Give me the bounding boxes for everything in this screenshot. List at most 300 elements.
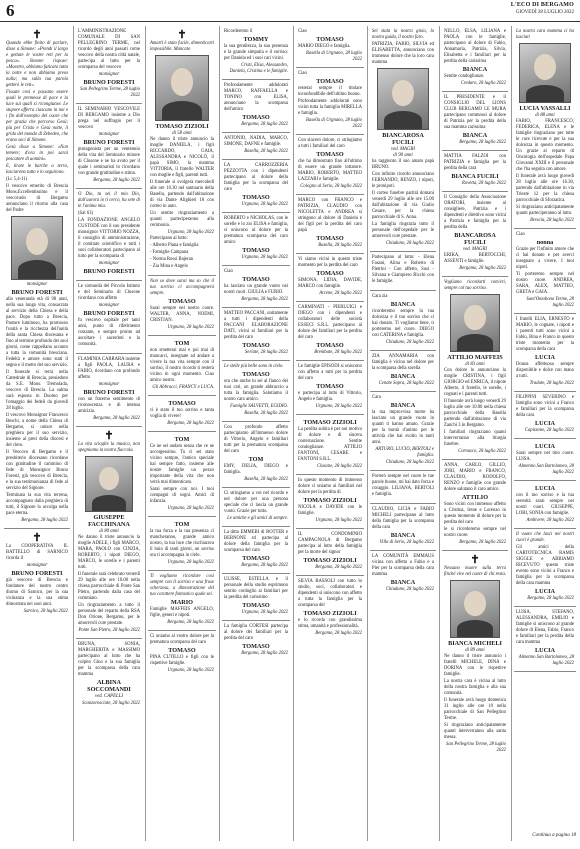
notice-quote: Sei stata la nostra gioia, la nostra guida, il nostro faro. xyxy=(372,29,434,40)
cross-icon: ✝ xyxy=(470,554,480,566)
paper-name: L'ECO DI BERGAMO xyxy=(510,2,574,8)
notice xyxy=(222,133,290,160)
notice-quote: O Dio, tu sei il mio Dio, dall'aurora io ti cerco, ha sete di te l'anima mia. xyxy=(78,192,140,209)
notice-text: MARIO DIEGO e famiglia. xyxy=(298,44,351,49)
deceased-name: BRUNO FORESTI xyxy=(11,289,63,296)
notice-text: La famiglia ringrazia tutto il personale dell'ospedale per le amorevoli cure prestate. xyxy=(372,222,434,239)
deceased-name: ATTILIO xyxy=(461,494,489,501)
notice-signature: Basella, 28 luglio 2022 xyxy=(244,149,288,154)
notice xyxy=(514,607,576,672)
notice xyxy=(148,517,216,571)
notice-text: ANNA, CARLO, GILLIO, JORI, MARIO e FRANCO, CLAUDIO, RODOLFO, RENZO e famiglie con grande dolore salutano il caro amico xyxy=(444,463,506,492)
notice xyxy=(442,460,508,551)
notice-signature: Bergamo, 28 luglio 2022 xyxy=(241,563,288,568)
notice xyxy=(296,529,364,576)
column-8 xyxy=(514,26,576,841)
portrait-photo xyxy=(450,580,500,638)
notice-text: Un ringraziamento a tutto il personale del reparto della RSA Don Orione, Bergamo, per le amorevoli cure prestate. xyxy=(78,603,140,626)
notice xyxy=(222,160,290,213)
notice xyxy=(222,488,290,527)
notice-signature: Chiuduno, 28 luglio 2022 xyxy=(385,460,434,465)
notice xyxy=(296,415,364,475)
notice-role: monsignor xyxy=(98,303,120,308)
notice-text: ROBERTO e NICHOLAS, con le sorelle e lo zio ELISA e famiglia, si uniscono al dolore per la prematura scomparsa del caro amico xyxy=(224,216,288,245)
notice xyxy=(148,631,216,678)
deceased-name: BRUNO FORESTI xyxy=(11,570,63,577)
deceased-name: LUCIA xyxy=(535,647,555,654)
deceased-subname: ved. MAGRI xyxy=(463,247,487,252)
notice-signature: Urgnano, 28 luglio 2022 xyxy=(241,610,288,615)
deceased-name: BIANCA MICHELI xyxy=(448,640,502,647)
notice-signature: Capizzone, 28 luglio 2022 xyxy=(524,428,574,433)
notice xyxy=(370,392,436,471)
notice-text: Il funerale avrà luogo giovedì 28 luglio alle ore 16.30, partendo dall'abitazione in via Trieste 12 per la chiesa parrocchiale di Sforzatica. xyxy=(516,174,574,203)
notice-text: LA COMUNITÀ EMMAUS vicina con affetto a Fabio e a Pier per la scomparsa della cara mamma xyxy=(372,554,434,577)
notice-signature: Chiuduno, 28 luglio 2022 xyxy=(385,340,434,345)
deceased-name: TOMASO xyxy=(168,298,196,305)
notice xyxy=(370,551,436,597)
notice-text: BRUNA, SONIA, MARGHERITA e MASSIMO partecipano al lutto che ha colpito Gino e la sua famiglia per la scomparsa della cara mamma xyxy=(78,642,140,677)
cross-icon: ✝ xyxy=(177,29,187,41)
list-item: - Alberto Piana e famiglia xyxy=(150,243,199,248)
deceased-name: BIANCA xyxy=(390,301,416,308)
notice-role: monsignor xyxy=(98,382,120,387)
notice-signature: Bergamo, 28 luglio 2022 xyxy=(21,518,68,523)
portrait-photo xyxy=(450,294,500,352)
notice-text: NICOLA e DAVIDE con le famiglie. xyxy=(298,505,362,516)
notice-quote: Ti vogliamo ricordare così sempre con il sorriso e una frase scherzosa, a dimostrazione del tuo carattere fantastico quale sei. xyxy=(150,574,214,597)
notice-text: non smetterai mai e poi mai di mancarci, insegnate ad andare a vivere la tua vita sempre con il sorriso, il nostro ricordo ti resterà vicino in ogni momento. Ciao amico nostro. xyxy=(150,348,214,383)
notice-signature: Almenno San Bartolomeo, 28 luglio 2022 xyxy=(518,655,574,666)
page-number: 6 xyxy=(6,1,15,20)
deceased-name: LUCIA VASSALLI xyxy=(519,105,571,112)
notice-quote: Il vuoto che lasci nei nostri cuori è grande. xyxy=(516,532,574,543)
notice xyxy=(148,432,216,517)
notice-text: La ditta EMMEBI di BOTTER e BERNONE srl partecipa al dolore della famiglia per la scomparsa del caro xyxy=(224,530,288,553)
deceased-name: LUCIA xyxy=(535,485,555,492)
notice-text: L'AMMINISTRAZIONE COMUNALE DI SAN PELLEGRINO TERME, nel ricordo degli anni passati come vescovo della nostra città natale, partecipa al lutto per la scomparsa del vescovo xyxy=(78,29,140,70)
notice xyxy=(222,266,290,308)
notice xyxy=(514,392,576,439)
notice-signature: Tradate, 28 luglio 2022 xyxy=(529,381,574,386)
deceased-name: TOMASO xyxy=(168,400,196,407)
notice-signature: Basella di Urgnano, 28 luglio 2022 xyxy=(306,118,362,129)
notice-signature: Gli Abbracci, FRANCY e LUCA. xyxy=(152,385,214,390)
notice-signature: Urgnano, 28 luglio 2022 xyxy=(167,560,214,565)
notice-text: Profondamente addolorati MARCO, RAFFAELLA e TONINO con ELISA, annunciano la scomparsa dell'amico xyxy=(224,83,288,112)
notice xyxy=(76,104,142,189)
deceased-name: TOMASO xyxy=(316,151,344,158)
notice xyxy=(222,527,290,574)
notice-text: Il Vescovo di Bergamo e il presbiterio diocesano ricordano con gratitudine il cammino di fede di Monsignor Bruno Foresti, già vescovo di Brescia, e la sua testimonianza di fede al servizio del Signore. xyxy=(6,450,68,491)
notice-text: Si ringraziano anticipatamente quanti interverranno alla santa messa. xyxy=(444,723,506,740)
notice-text: la tua improvvisa morte ha lasciato un grande vuoto in quanti ti hanno amato. Grazie per la bontà d'animo per le attività che hai svolto in tanti anni. xyxy=(372,410,434,445)
notice xyxy=(76,639,142,711)
notice-text: FLAMINIA CARRARA insieme a figli PAOLA, LAURA e FABIO, ricordano con profondo affetto xyxy=(78,357,140,380)
notice-role: monsignor xyxy=(26,563,48,568)
paper-date: GIOVEDÌ 28 LUGLIO 2022 xyxy=(515,10,574,15)
deceased-name: TOM xyxy=(174,436,190,443)
notice-text: La famiglia CORTESI partecipa al dolore dei familiari per la perdita del caro xyxy=(224,624,288,641)
deceased-name: BRUNO FORESTI xyxy=(83,389,135,396)
notice-role: monsignor xyxy=(98,132,120,137)
column-2 xyxy=(76,26,142,841)
notice xyxy=(222,361,290,422)
notice-signature: Credaro, 28 luglio 2022 xyxy=(460,81,506,86)
notice-quote: Quando ebbe finito di parlare, disse a Simone: «Prendi il largo e gettate le vostre reti per la pesca». Simone rispose: «Maestro, abbiamo faticato tutta la notte e non abbiamo preso nulla; ma sulla tua parola getterò le reti». xyxy=(6,41,68,88)
notice-text: IL SEMINARIO VESCOVILE DI BERGAMO insieme a Dio prega nel suffragio per il vescovo xyxy=(78,107,140,130)
notice xyxy=(296,135,364,195)
notice-text: resterai sempre il titolare inconfondibile dell'ultimo buono. xyxy=(298,86,362,97)
notice-signature: Cornasco, 28 luglio 2022 xyxy=(458,449,506,454)
notice-role: monsignor xyxy=(98,261,120,266)
deceased-name: TOMASO ZIZIOLI xyxy=(303,497,357,504)
notice-text: Porterò sempre nel cuore le tue parole buone, mi hai dato forza e coraggio. LILIANA, BERTOLI e famiglia. xyxy=(372,474,434,497)
notice-micheli xyxy=(442,551,508,758)
notice xyxy=(370,504,436,551)
notice-text: e lo ricorda con grandissima stima, umanità e professionalità. xyxy=(298,618,362,629)
deceased-name: TOM xyxy=(248,456,264,463)
portrait-photo xyxy=(155,55,209,121)
notice-signature: Cenate Sopra, 28 luglio 2022 xyxy=(378,381,434,386)
notice-text: ha raggiunto il suo amato papà BRUNO. xyxy=(372,159,434,170)
notice-text: Il funerale sarà celebrato venerdì 29 luglio alle ore 10.00 nella chiesa parrocchiale di Ponte San Pietro, partendo dalla casa del commiato. xyxy=(78,572,140,601)
notice-signature: Clusone, 28 luglio 2022 xyxy=(316,464,362,469)
notice-signature: Chiuduno, 28 luglio 2022 xyxy=(385,241,434,246)
notice-text: Il corteo funebre partirà domani venerdì 29 luglio alle ore 15.00 dall'abitazione di via Giulio Cesare, per la chiesa parrocchiale di S. Anna. xyxy=(372,191,434,220)
deceased-subname: ved. MAGRI xyxy=(391,147,415,152)
notice-signature: Urgnano, 28 luglio 2022 xyxy=(167,325,214,330)
notice-text: Famiglie MAFFEIS ANGELO, figlie, generi e nipoti. xyxy=(150,607,214,618)
deceased-name: LUCIA xyxy=(535,420,555,427)
deceased-name: TOMASO xyxy=(242,342,270,349)
notice-text: Con sincero dolore, ci stringiamo a tutti i familiari del caro xyxy=(298,138,362,149)
notice-text: Il funerale avrà luogo venerdì 29 luglio alle ore 10.00 nella chiesa parrocchiale della Basella partendo dall'abitazione di via Zanchi 3 in Bergamo. xyxy=(444,399,506,428)
notice-text: Con profondo affetto partecipiamo all'immenso dolore di Vittorio, Angelo e familiari tutti per la prematura scomparsa del caro xyxy=(224,425,288,454)
notice xyxy=(442,192,508,277)
column-divider xyxy=(145,26,146,841)
deceased-name: TOMASO ZIZIOLI xyxy=(303,610,357,617)
notice-signature: Basella, 28 luglio 2022 xyxy=(318,243,362,248)
notice-text: le si ricorderemo sempre nel nostro cuore. xyxy=(444,527,506,538)
column-1 xyxy=(4,26,70,841)
notice-text: Ne danno il triste annuncio la moglie DANIELA, i figli RICCARDO, GAIA, ALESSANDRA e NICOLÒ, il papà SIMO, la mamma VITTORIA, il fratello WALTER con moglie e figli, parenti tutti. xyxy=(150,137,214,178)
notice-quote: Le stelle più belle sono in cielo. xyxy=(224,364,284,369)
notice-intro: Cara xyxy=(372,395,381,400)
notice-signature: Basella, 28 luglio 2022 xyxy=(244,411,288,416)
notice-quote: Non so dove sarai ma so che il tuo sorriso ci accompagnerà sempre. xyxy=(150,279,214,296)
notice xyxy=(148,571,216,631)
notice-text: Ne danno il triste annuncio la moglie ADELE, i figli MARCO, MARA, PAOLO con CINZIA, ROBERTO, i nipoti DIEGO, MARCO, le sorelle e i parenti tutti. xyxy=(78,535,140,570)
notice xyxy=(370,291,436,351)
notice xyxy=(296,195,364,254)
notice-text: Partecipano al lutto: - Elena Fasani, Alina e Roberto di Pietrini - Con affetto, Susi - Silvana e Giampiero Bicchi con le famiglie. xyxy=(372,255,434,284)
quote-reference: (Sal 63) xyxy=(78,211,93,216)
notice xyxy=(296,26,364,68)
deceased-name: TOMMY xyxy=(243,36,269,43)
notice-intro: Ciao xyxy=(298,71,307,76)
notice-text: LUISA, STEFANO, ALESSANDRA, EMILIO e famiglie si uniscono al grande dolore di Elena, Fabio, Franco e familiari per la perdita della cara mamma xyxy=(516,610,574,645)
notice-signature: Bergamo, 28 luglio 2022 xyxy=(241,122,288,127)
column-divider xyxy=(511,26,512,841)
notice-text: PINA CUTILLO e figli con le rispettive famiglie. xyxy=(150,655,214,666)
notice-text: MARCO con FRANCO e PATRIZIA, CLAUDIO con NICOLETTA e ANDREA si stringono al dolore di Daniela e dei figli per la perdita del caro papà xyxy=(298,198,362,233)
notice-signature: Cristi, Elisa, Alessandro, Daniela, Cristina e le famiglie. xyxy=(229,63,288,74)
continued-on-page[interactable]: Continua a pagina 18 xyxy=(532,833,576,838)
column-7 xyxy=(442,26,508,841)
column-4 xyxy=(222,26,290,841)
notice-quote: La nostra cara mamma ci ha lasciati xyxy=(516,29,574,40)
notice-text: ricorderemo sempre la tua dolcezza e il tuo sorriso che ci hai donato. Ti vogliamo bene, ti porteremo nel cuore. DIEGO con CATERINA e famiglia. xyxy=(372,309,434,338)
notice xyxy=(222,26,290,80)
notice-text: EMY, DELIA, DIEGO e famiglia. xyxy=(224,464,288,475)
deceased-name: TOMASO ZIZIOLI xyxy=(155,123,209,130)
notice-text: Sono vicini con immenso affetto a Cristina, Irene e Lorenzo in questo momento di dolore per la perdita del caro xyxy=(444,502,506,525)
deceased-name: BIANCA FUCILI xyxy=(451,173,499,180)
notice xyxy=(370,252,436,291)
deceased-name: TOMASO xyxy=(242,555,270,562)
notice-signature: Ponte San Pietro, 28 luglio 2022 xyxy=(78,628,140,633)
notice xyxy=(514,529,576,607)
notice-text: Sarai sempre nel mio cuore. LUISA. xyxy=(516,451,574,462)
notice-text: LA FONDAZIONE ANGELO CUSTODE con il suo presidente monsignor VITTORIO NOZZA, il consiglio di amministrazione, il comitato scientifico e tutti i suoi collaboratori partecipano al lutto per la scomparsa di xyxy=(78,218,140,259)
portrait-photo xyxy=(519,43,571,103)
notice-text: Il funerale avrà luogo domenica 31 luglio alle ore 10 nella parrocchiale di San Pellegrino Terme. xyxy=(444,698,506,721)
notice xyxy=(148,396,216,432)
deceased-name: TOMASO xyxy=(168,647,196,654)
notice-text: Il vescovo emerito di Brescia Mons.Eccellentissimo e il vescovado di Bergamo annunciano il ritorno alla casa del Padre xyxy=(6,184,68,213)
notice xyxy=(514,481,576,529)
deceased-name: BIANCA xyxy=(390,532,416,539)
notice-text: con il tuo sorriso e la tua serenità sarai sempre nei nostri cuori. GIUSEPPE, LORI, SONIA con famiglie. xyxy=(516,493,574,516)
notice-signature: Famiglie SALVETTI, EGIDIO. xyxy=(230,404,288,409)
quote-reference: (Lc 5,4-11) xyxy=(6,177,28,182)
notice xyxy=(148,336,216,396)
notice-text: ULISSE, ESTELLA e il personale della studio esprimono sentito cordoglio ai familiari per la perdita del carissimo xyxy=(224,577,288,600)
notice-signature: Ambivere, 28 luglio 2022 xyxy=(526,518,574,523)
obituaries-page xyxy=(4,26,576,841)
deceased-name: ALBINA SOCCOMANDI xyxy=(87,679,131,693)
notice-signature: Sant'Omobono Terme, 28 luglio 2022 xyxy=(526,297,574,308)
notice-text: Il funerale si terrà nella Cattedrale di Brescia, presieduto da S.E. Mons. Tremolada, vescovo di Brescia. La salma sarà esposta in Duomo per l'omaggio dei fedeli da giovedì 28 luglio. xyxy=(6,370,68,411)
deceased-name: BIANCA xyxy=(462,132,488,139)
deceased-name: BRUNO FORESTI xyxy=(83,139,135,146)
list-item: - Norma Rossi Bajeran xyxy=(150,257,194,262)
notice-signature: Urgnano, 28 luglio 2022 xyxy=(167,668,214,673)
deceased-name: TOMASO xyxy=(242,194,270,201)
list-item: - Zia Mina e Angelo xyxy=(150,264,189,269)
deceased-name: LUCIA xyxy=(535,588,555,595)
notice-signature: Chiuduno, 28 luglio 2022 xyxy=(385,587,434,592)
notice-text: che ha dimostrato fino all'ultimo di essere un grande lottatore. MARIO, ROBERTO, MATTEO LAZZARI e famiglie. xyxy=(298,159,362,182)
notice-text: con un fraterno sentimento di riconoscenza e di intensa amicizia. xyxy=(78,397,140,414)
deceased-name: BIANCA xyxy=(390,373,416,380)
notice-text: alla veneranda età di 98 anni, nella sua lunga vita, consacrata al servizio della Chiesa e della pace. Dopo tutto a Brescia, Pastore luminoso, ha promosso l'unità e la ricchezza dell'unità della santa Chiesa diocesana e fino al termine profondo dei suoi giorni, come cappellano accanto a tutta la comunità bresciana. Fedeltà e amore sono stati il segno e il motto del suo servizio. xyxy=(6,297,68,368)
masthead xyxy=(0,0,580,22)
deceased-name: TOMASO xyxy=(316,342,344,349)
deceased-name: BIANCA xyxy=(462,66,488,73)
notice-signature: Cologno al Serio, 28 luglio 2022 xyxy=(300,184,362,189)
notice-signature: Sarnico, 28 luglio 2022 xyxy=(23,609,68,614)
notice-text: La perdita subita è per noi motivo di dolore e di sincera costernazione. Sentite condoglianze. ATTILIO FANTONI, CESARE e FANTONI S.R.L. xyxy=(298,427,362,462)
cross-icon: ✝ xyxy=(32,29,42,41)
notice-text: Sarai sempre con noi. I tuoi compagni di sogni. Amici di infanzia. xyxy=(150,487,214,504)
deceased-subname: ved. CAPELLI xyxy=(95,694,123,699)
notice-text: I familiari ringraziano quanti interverranno alla liturgia funebre. xyxy=(444,430,506,447)
notice xyxy=(296,254,364,302)
notice-signature: Almenno San Bartolomeo, 28 luglio 2022 xyxy=(518,464,574,475)
notice-text: Con infinito ricordo annunciano FERNANDO, RENZO, i nipoti, le pronipoti. xyxy=(372,172,434,189)
notice-text: la sua gentilezza, la sua presenza e la grande simpatia e il sorriso: per Daniela ed i suoi cari vicini. xyxy=(224,44,288,61)
portrait-photo xyxy=(85,456,133,512)
notice xyxy=(76,26,142,104)
column-3 xyxy=(148,26,216,841)
deceased-name: BRUNO FORESTI xyxy=(83,268,135,275)
deceased-name: TOMASO xyxy=(242,643,270,650)
column-divider xyxy=(73,26,74,841)
portrait-photo xyxy=(11,216,63,280)
notice-signature: San Pellegrino Terme, 28 luglio 2022 xyxy=(446,742,506,753)
notice-signature: Bergamo, 28 luglio 2022 xyxy=(241,651,288,656)
deceased-age: di 90 anni xyxy=(393,153,413,158)
deceased-age: di 80 anni xyxy=(99,529,119,534)
notice-signature: Bergamo, 28 luglio 2022 xyxy=(315,565,362,570)
notice-text: FABIO, FRANCESCO, FEDERICA, ELENA e le famiglie ringraziano per tutte le cure ricevute e per la sua dolcezza in questo momento. Un grazie al reparto di Oncologia dell'ospedale Papa Giovanni XXIII e il personale che l'ha seguita con amore. xyxy=(516,119,574,172)
deceased-name: TOMASO xyxy=(242,276,270,283)
notice xyxy=(222,422,290,488)
notice-text: MATTEO PACCANI, unitamente a tutti i dipendenti della PACCANI ELABORAZIONE DATI, vicini ai familiari per la perdita del caro xyxy=(224,311,288,340)
notice-text: MATTIA FALZOI con PATRIZIA e famiglia per la perdita della cara xyxy=(444,154,506,171)
notice-signature: Bergamo, 28 luglio 2022 xyxy=(459,140,506,145)
notice-text: SIMONA, LIDIA, DAVIDE, MARCO con famiglie. xyxy=(298,278,362,289)
notice-text: Le comunità del Piccolo Istituto e del Seminario di Clusone ricordano con affetto xyxy=(78,284,140,301)
notice xyxy=(296,302,364,361)
notice-text: e partecipa al lutto di Vittorio, Angelo e famiglia. xyxy=(298,391,362,402)
deceased-name: BRUNO FORESTI xyxy=(83,310,135,317)
deceased-age: di 58 anni xyxy=(172,131,192,136)
notice-text: Ce ne sei andato senza che ce ne accorgessimo. Tu ci sei stato vicino sempre, l'amico speciale hai sempre fatto, insieme alle nostre famiglie un pezzo importante della vita che non verrà mai dimenticato. xyxy=(150,444,214,485)
notice-signature: Urgnano, 28 luglio 2022 xyxy=(167,506,214,511)
deceased-name: TOMASO xyxy=(316,270,344,277)
notice xyxy=(222,308,290,361)
notice-text: Le famiglie EPISODI si uniscono con affetto a tutti per la perdita del caro xyxy=(298,364,362,381)
notice-text: già vescovo di Brescia e fondatore del nostro centro diurno di Sarnico, per la sua vicinanza e la sua stima dimostrata nei suoi anni. xyxy=(6,578,68,607)
portrait-photo xyxy=(377,68,429,130)
list-item: - Famiglie Campana xyxy=(150,250,189,255)
notice-maffeis xyxy=(442,277,508,460)
notice-text: ci è stato il tuo sorriso e tanta voglia di vivere! xyxy=(150,408,214,419)
notice-signature: Bergamo, 28 luglio 2022 xyxy=(241,297,288,302)
notice-signature: Urgnano, 28 luglio 2022 xyxy=(241,255,288,260)
notice-text: Ci uniamo al vostro dolore per la prematura scomparsa del caro xyxy=(150,634,214,645)
notice xyxy=(76,354,142,427)
column-5 xyxy=(296,26,364,841)
notice-text: Profondamente addolorati sono vicini tutta la famiglia MIRELLA e famiglia. xyxy=(298,99,362,116)
notice-text: ha lasciato un grande vuoto nei nostri cuori. GIULIA e FURIO. xyxy=(224,284,288,295)
notice-text: Il Consiglio della Associazione ORATORI, insieme al consigliere, Patrizia e i dipendenti e direttivo sono vicini a Patrizia e famiglia per la perdita della xyxy=(444,195,506,230)
notice-text: Donna affettuosa sempre disponibile e dolce con mano a tutti. xyxy=(516,362,574,379)
notice-text: ANTONIO, NADIA, MARCO, SIMONE, DAFNE e famiglie. xyxy=(224,136,288,147)
notice-signature: Villa di Serio, 28 luglio 2022 xyxy=(379,540,434,545)
deceased-name: TOMASO ZIZIOLI xyxy=(303,419,357,426)
notice xyxy=(76,189,142,281)
notice-signature: Bergamo, 28 luglio 2022 xyxy=(315,631,362,636)
list-intro: Partecipano al lutto: xyxy=(150,236,188,241)
notice-signature: Urgnano, 28 luglio 2022 xyxy=(315,518,362,523)
deceased-name: nonna xyxy=(536,239,554,246)
notice xyxy=(514,314,576,392)
deceased-age: di 89 anni xyxy=(465,648,485,653)
deceased-name: ATTILIO MAFFEIS xyxy=(447,354,503,361)
deceased-name: BIANCAROSA FUCILI xyxy=(382,132,424,146)
notice-text: ZIA ANNAMARIA con famiglia è vicina nel dolore per la scomparsa della sorella xyxy=(372,354,434,371)
deceased-name: BIANCA xyxy=(390,579,416,586)
column-divider xyxy=(439,26,440,841)
notice-text: Ne danno il triste annuncio i fratelli MICHELE, DINA e DORINA con le rispettive famiglie. xyxy=(444,654,506,677)
deceased-name: BRUNO FORESTI xyxy=(83,79,135,86)
notice-text: NELLO, ELSA, LILIANA e PAOLA con le famiglie, partecipano al dolore di Fabio, Annamaria, Patrizia, Silvia, Elisabetta e i familiari per la perdita della carissima xyxy=(444,29,506,64)
notice-text: Sarai sempre nel nostro cuore. WALTER, ANNA, NOEMI, CRISTIAN. xyxy=(150,306,214,323)
notice-fucili xyxy=(370,26,436,252)
notice-quote: E, tirate le barche a terra, lasciarono tutto e lo seguirono. xyxy=(6,164,68,175)
notice-intro: Cara zia xyxy=(372,294,388,299)
notice xyxy=(296,361,364,415)
notice-text: Gli amici della CARTOTECNICA RAMIS SIGGLE e ABBIAMO RICEVUTO questo triste evento sono vicini a Franco e famiglia per la scomparsa della cara mamma xyxy=(516,545,574,586)
notice-text: IL PRESIDENTE e il CONSIGLIO DEL LIONS CLUB BERGAMO LE MURA partecipano commossi al dolore di Patrizia per la perdita della sua mamma carissima xyxy=(444,95,506,130)
notice-text: Il funerale si svolgerà mercoledì alle ore 10.30 nel santuario della Basella, partendo dall'abitazione di via Dante Alighieri 10 con corteo in auto. xyxy=(150,180,214,209)
notice-signature: Rovetta, 28 luglio 2022 xyxy=(461,181,506,186)
deceased-name: TOMASO xyxy=(316,36,344,43)
notice-signature: Basella di Urgnano, 28 luglio 2022 xyxy=(306,51,362,62)
notice xyxy=(222,213,290,266)
notice-signature: Basella, 28 luglio 2022 xyxy=(244,477,288,482)
notice-text: PATRIZIA, FABIO, SILVIA ed ELISABETTA, annunciano con immenso dolore che la loro cara mamma xyxy=(372,42,434,65)
deceased-name: BIANCA xyxy=(390,402,416,409)
notice-text: Ci stringiamo a voi nel ricordo e nel dolore per una persona speciale che ci lascia un grande vuoto. Grazie per tutto. xyxy=(224,491,288,514)
notice-text: protagonista per un ventennio della vita del Seminario minore di Clusone e ne ha avuto per il quale i seminaristi lo ricordano con grande gratitudine e stima. xyxy=(78,147,140,176)
notice-vassalli xyxy=(514,26,576,229)
notice-signature: San Pellegrino Terme, 28 luglio 2022 xyxy=(80,87,140,98)
deceased-name: TOMASO xyxy=(242,602,270,609)
notice-intro: Ciao xyxy=(298,29,307,34)
notice xyxy=(296,576,364,641)
notice-text: fu vescovo ospitale per tanti anni, punto di riferimento costante, e sempre pronto ad ascoltare i sacerdoti e la comunità. xyxy=(78,318,140,347)
notice xyxy=(514,439,576,481)
notice-text: CARMINATI - PIERLUIGI e DIEGO con i dipendenti e collaboratori delle società ESSECI S.R.L. partecipano al dolore dei familiari per la perdita del caro xyxy=(298,305,362,340)
notice-signature: Brescia, 28 luglio 2022 xyxy=(530,218,574,223)
notice xyxy=(296,68,364,135)
notice xyxy=(442,92,508,151)
notice-intro: Ciao xyxy=(516,232,525,237)
notice-text: la tua forza e la tua presenza ci mancheranno, grande amico nostro, la tua luce che rischiarava il buio di tanti giorni, un sorriso ora ti accompagna in cielo. xyxy=(150,529,214,558)
notice xyxy=(222,80,290,133)
notice-text: CLAUDIO, LICIA e FABIO MICHELI partecipano al lutto della famiglia per la scomparsa della cara xyxy=(372,507,434,530)
notice-signature: Bergamo, 28 luglio 2022 xyxy=(459,540,506,545)
notice-signature: Bergamo, 28 luglio 2022 xyxy=(93,178,140,183)
deceased-name: TOM xyxy=(174,521,190,528)
notice xyxy=(370,351,436,392)
notice-facchinana xyxy=(76,427,142,639)
deceased-name: LUCIA xyxy=(535,443,555,450)
notice-quote: Vogliamo ricordarti com'eri, sempre col tuo sorriso. xyxy=(444,280,506,291)
deceased-name: MARIO xyxy=(171,599,193,606)
notice-signature: Bergamo, 28 luglio 2022 xyxy=(459,266,506,271)
notice xyxy=(222,574,290,621)
notice-text: Si ringraziano anticipatamente quanti parteciperanno al lutto. xyxy=(516,205,574,216)
notice-signature: Bergamo, 28 luglio 2022 xyxy=(167,620,214,625)
deceased-name: TOMASO xyxy=(316,78,344,85)
notice-signature: Bergamo, 28 luglio 2022 xyxy=(93,416,140,421)
